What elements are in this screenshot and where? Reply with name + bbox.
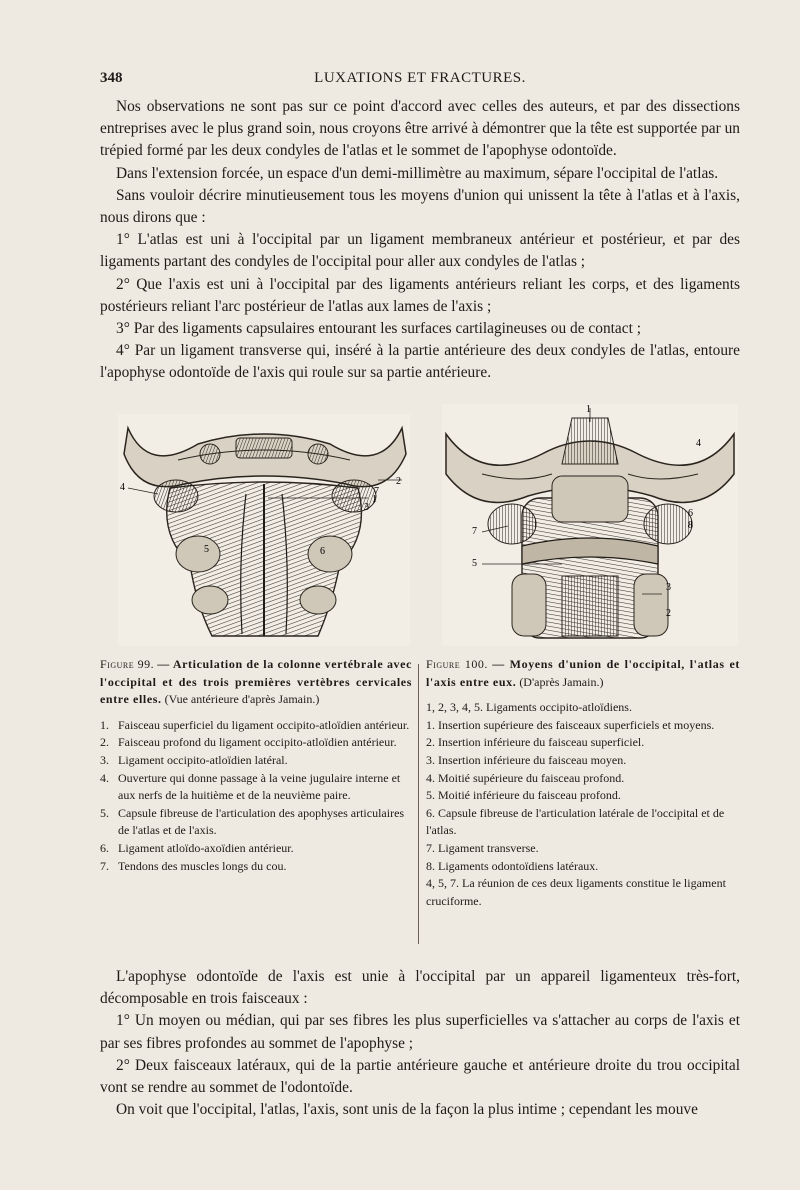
figure-99-caption — [100, 656, 412, 875]
paragraph: 4° Par un ligament transverse qui, inséré à la partie antérieure des deux condyles de l'atlas, entoure l'apophyse odontoïde de l'axis qui roule sur sa partie antérieure. — [100, 342, 740, 382]
legend-number: 7. — [426, 840, 435, 855]
legend-number: 6. — [426, 805, 435, 820]
figure-label: 7 — [472, 526, 477, 537]
legend-item — [426, 734, 740, 752]
paragraph: Sans vouloir décrire minutieusement tous les moyens d'union qui unissent la tête à l'atlas et à l'axis, nous dirons que : — [100, 186, 740, 227]
figure-99-engraving — [118, 414, 410, 646]
figure-label: 1 — [372, 494, 377, 505]
legend-text: Capsule fibreuse de l'articulation des apophyses articulaires de l'atlas et de l'axis. — [118, 805, 405, 838]
legend-text: Ouverture qui donne passage à la veine jugulaire interne et aux nerfs de la huitième et de la neuvième paire. — [118, 770, 401, 803]
paragraph: L'apophyse odontoïde de l'axis est unie à l'occipital par un appareil ligamenteux très-fort, décomposable en trois faisceaux : — [100, 968, 740, 1008]
legend-number: 3. — [426, 752, 435, 767]
legend-text: Insertion supérieure des faisceaux superficiels et moyens. — [438, 717, 715, 732]
figure-label: 5 — [472, 558, 477, 569]
figure-label: 3 — [364, 502, 369, 513]
legend-item — [100, 805, 412, 840]
legend-item — [426, 805, 740, 840]
paragraph: 2° Que l'axis est uni à l'occipital par des ligaments antérieurs reliant les corps, et des ligaments postérieurs reliant l'arc postérieur de l'atlas aux lames de l'axis ; — [100, 275, 740, 315]
paragraph: Nos observations ne sont pas sur ce point d'accord avec celles des auteurs, et par des dissections entreprises avec le plus grand soin, nous croyons être arrivé à démontrer que la tête est supportée par un trépied formé par les deux condyles de l'atlas et le sommet de l'apophyse odontoïde. — [100, 98, 740, 160]
legend-text: Faisceau superficiel du ligament occipito-atloïdien antérieur. — [118, 717, 410, 732]
paragraph: 1° Un moyen ou médian, qui par ses fibres les plus superficielles va s'attacher au corps de l'axis et par ses fibres profondes au sommet de l'apophyse ; — [100, 1012, 740, 1052]
legend-text: Moitié inférieure du faisceau profond. — [438, 788, 621, 803]
figure-100-caption — [426, 656, 740, 910]
legend-number: 7. — [100, 858, 109, 873]
figure-label: 2 — [396, 476, 401, 487]
paragraph: 2° Deux faisceaux latéraux, qui de la partie antérieure gauche et antérieure droite du trou occipital vont se rendre au sommet de l'odontoïde. — [100, 1056, 740, 1097]
legend-text: Insertion inférieure du faisceau superficiel. — [438, 735, 645, 750]
figure-100-label: Figure 100. — [426, 657, 488, 671]
paragraph: 3° Par des ligaments capsulaires entourant les surfaces cartilagineuses ou de contact ; — [116, 320, 641, 338]
legend-item — [100, 717, 412, 735]
legend-text: Moitié supérieure du faisceau profond. — [438, 770, 625, 785]
figure-99-legend — [100, 717, 412, 875]
page-number: 348 — [100, 70, 123, 86]
legend-item — [426, 752, 740, 770]
top-text-block — [100, 96, 740, 385]
legend-item — [426, 787, 740, 805]
legend-number: 8. — [426, 858, 435, 873]
legend-text: Faisceau profond du ligament occipito-atloïdien antérieur. — [118, 735, 397, 750]
figure-label: 3 — [666, 582, 671, 593]
legend-item — [100, 734, 412, 752]
figure-label: 4 — [696, 438, 701, 449]
legend-number: 4, 5, 7. — [426, 876, 459, 891]
figure-100-legend — [426, 699, 740, 910]
figure-label: 6 — [320, 546, 325, 557]
legend-text: Capsule fibreuse de l'articulation latérale de l'occipital et de l'atlas. — [426, 805, 725, 838]
legend-item — [426, 875, 740, 910]
running-head — [100, 70, 740, 92]
legend-text: Ligaments occipito-atloïdiens. — [486, 700, 632, 715]
legend-item — [100, 770, 412, 805]
running-title: LUXATIONS ET FRACTURES. — [314, 70, 526, 86]
legend-text: Tendons des muscles longs du cou. — [118, 858, 287, 873]
legend-item — [426, 717, 740, 735]
figure-100-source: (D'après Jamain.) — [519, 674, 604, 689]
legend-item — [426, 770, 740, 788]
legend-number: 6. — [100, 840, 109, 855]
legend-text: Ligament transverse. — [438, 840, 539, 855]
legend-item — [100, 752, 412, 770]
legend-number: 2. — [100, 735, 109, 750]
legend-number: 2. — [426, 735, 435, 750]
figure-label: 2 — [666, 608, 671, 619]
figure-label: 6 — [688, 508, 693, 519]
figure-100-heading: — Moyens d'union de l'occipital, l'atlas et l'axis entre eux. — [426, 657, 740, 689]
legend-item — [426, 840, 740, 858]
paragraph: Dans l'extension forcée, un espace d'un demi-millimètre au maximum, sépare l'occipital de l'atlas. — [116, 164, 719, 182]
legend-item — [100, 858, 412, 876]
figure-99-title — [100, 656, 412, 709]
legend-text: Ligament occipito-atloïdien latéral. — [118, 752, 288, 767]
figure-label: 7 — [374, 486, 379, 497]
legend-text: Insertion inférieure du faisceau moyen. — [438, 752, 627, 767]
figure-label: 5 — [204, 544, 209, 555]
legend-number: 5. — [100, 805, 109, 820]
figure-99-source: (Vue antérieure d'après Jamain.) — [164, 692, 320, 707]
figure-label: 1 — [586, 404, 591, 415]
figure-100-engraving — [442, 404, 738, 646]
figure-99-heading: — Articulation de la colonne vertébrale avec l'occipital et des trois premières vertèbres cervicales entre elles. — [100, 657, 413, 707]
paragraph: On voit que l'occipital, l'atlas, l'axis, sont unis de la façon la plus intime ; cependant les mouve — [116, 1101, 698, 1119]
legend-item — [100, 840, 412, 858]
legend-item — [426, 699, 740, 717]
legend-number: 5. — [426, 788, 435, 803]
legend-text: Ligaments odontoïdiens latéraux. — [438, 858, 599, 873]
figure-99-label: Figure 99. — [100, 657, 155, 671]
legend-number: 3. — [100, 752, 109, 767]
legend-number: 1, 2, 3, 4, 5. — [426, 700, 483, 715]
legend-text: La réunion de ces deux ligaments constitue le ligament cruciforme. — [426, 876, 726, 908]
column-divider — [418, 664, 419, 944]
legend-number: 1. — [100, 717, 109, 732]
paragraph: 1° L'atlas est uni à l'occipital par un ligament membraneux antérieur et postérieur, et par des ligaments partant des condyles de l'occipital pour aller aux condyles de l'atlas ; — [100, 231, 740, 271]
legend-number: 4. — [100, 770, 109, 785]
bottom-text-block — [100, 966, 740, 1121]
figure-label: 8 — [688, 520, 693, 531]
legend-item — [426, 858, 740, 876]
figure-100-illustration — [442, 404, 738, 646]
figure-99-illustration — [118, 414, 410, 646]
legend-text: Ligament atloïdo-axoïdien antérieur. — [118, 840, 294, 855]
legend-number: 1. — [426, 717, 435, 732]
legend-number: 4. — [426, 770, 435, 785]
figure-100-title — [426, 656, 740, 691]
figure-label: 4 — [120, 482, 125, 493]
